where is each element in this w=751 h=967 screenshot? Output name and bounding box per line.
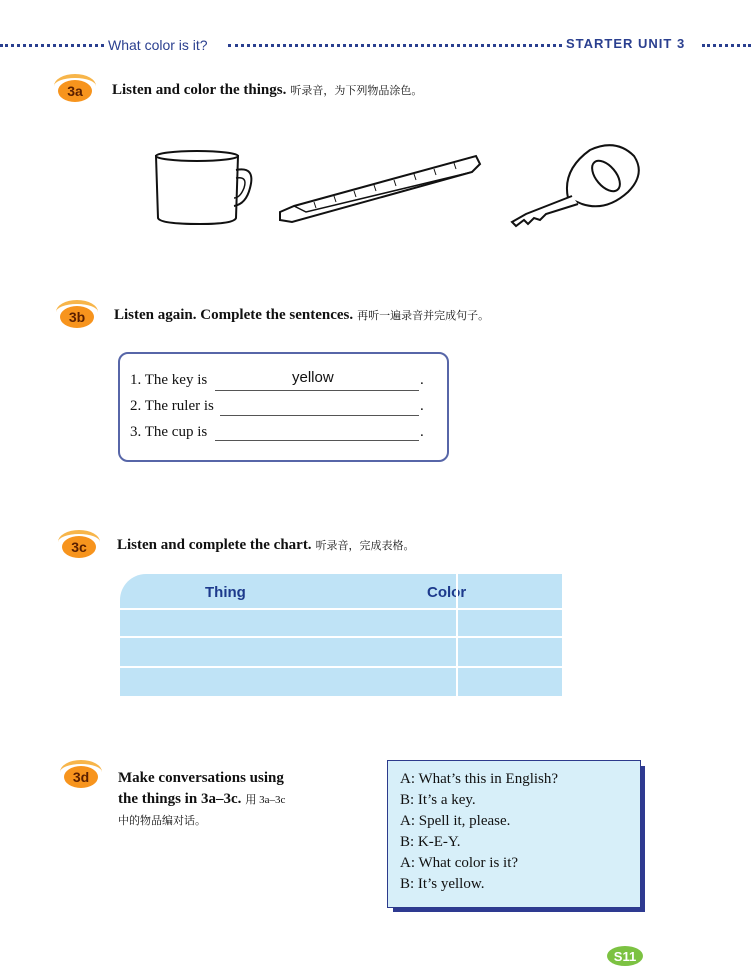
column-header-thing: Thing — [205, 584, 246, 601]
conversation-line: B: It’s a key. — [400, 792, 476, 808]
cup-icon — [150, 148, 260, 230]
page-number: S11 — [607, 946, 643, 966]
instruction-3a-en: Listen and color the things. — [112, 82, 287, 98]
sentence-2-blank[interactable] — [220, 415, 419, 416]
instruction-3d-line-1: Make conversations using — [118, 770, 284, 786]
sentence-1-period: . — [420, 372, 424, 388]
instruction-3a-cn: 听录音，为下列物品涂色。 — [290, 85, 423, 97]
thing-color-chart — [120, 574, 562, 696]
badge-3b: 3b — [60, 306, 94, 328]
running-header — [0, 36, 751, 56]
conversation-line: A: Spell it, please. — [400, 813, 511, 829]
instruction-3c — [117, 537, 415, 554]
sentence-2-period: . — [420, 398, 424, 414]
sentence-3-prompt: 3. The cup is — [130, 424, 208, 440]
badge-3d: 3d — [64, 766, 98, 788]
sentence-2-prompt: 2. The ruler is — [130, 398, 214, 414]
column-header-color: Color — [427, 584, 467, 601]
header-dotted-rule — [0, 44, 104, 47]
header-dotted-rule — [228, 44, 562, 47]
sentence-1-answer: yellow — [292, 369, 334, 386]
instruction-3d-line-2 — [118, 789, 285, 811]
row-divider — [120, 666, 562, 668]
instruction-3b — [114, 307, 489, 324]
sentence-1-prompt: 1. The key is — [130, 372, 208, 388]
row-divider — [120, 636, 562, 638]
conversation-box — [387, 760, 641, 908]
badge-3a: 3a — [58, 80, 92, 102]
header-right-title: STARTER UNIT 3 — [566, 36, 686, 51]
instruction-3a — [112, 82, 422, 99]
instruction-3d — [118, 768, 285, 811]
sentence-1-blank[interactable] — [215, 390, 419, 391]
instruction-3c-en: Listen and complete the chart. — [117, 537, 312, 553]
conversation-line: A: What color is it? — [400, 855, 519, 871]
instruction-3c-cn: 听录音，完成表格。 — [315, 540, 415, 552]
row-divider — [120, 608, 562, 610]
conversation-line: B: K-E-Y. — [400, 834, 461, 850]
header-dotted-rule — [702, 44, 751, 47]
conversation-line: B: It’s yellow. — [400, 876, 485, 892]
conversation-line: A: What’s this in English? — [400, 771, 559, 787]
ruler-icon — [276, 150, 482, 228]
instruction-3d-cn-2: 中的物品编对话。 — [118, 815, 206, 827]
instruction-3d-line-2-en: the things in 3a–3c. — [118, 791, 242, 807]
sentence-3-period: . — [420, 424, 424, 440]
instruction-3b-en: Listen again. Complete the sentences. — [114, 307, 354, 323]
header-left-title: What color is it? — [108, 37, 208, 53]
key-icon — [506, 140, 646, 228]
sentence-box — [118, 352, 449, 462]
badge-3c: 3c — [62, 536, 96, 558]
instruction-3d-cn-1: 用 3a–3c — [245, 794, 286, 806]
column-divider — [456, 574, 458, 696]
instruction-3b-cn: 再听一遍录音并完成句子。 — [357, 310, 490, 322]
sentence-3-blank[interactable] — [215, 440, 419, 441]
